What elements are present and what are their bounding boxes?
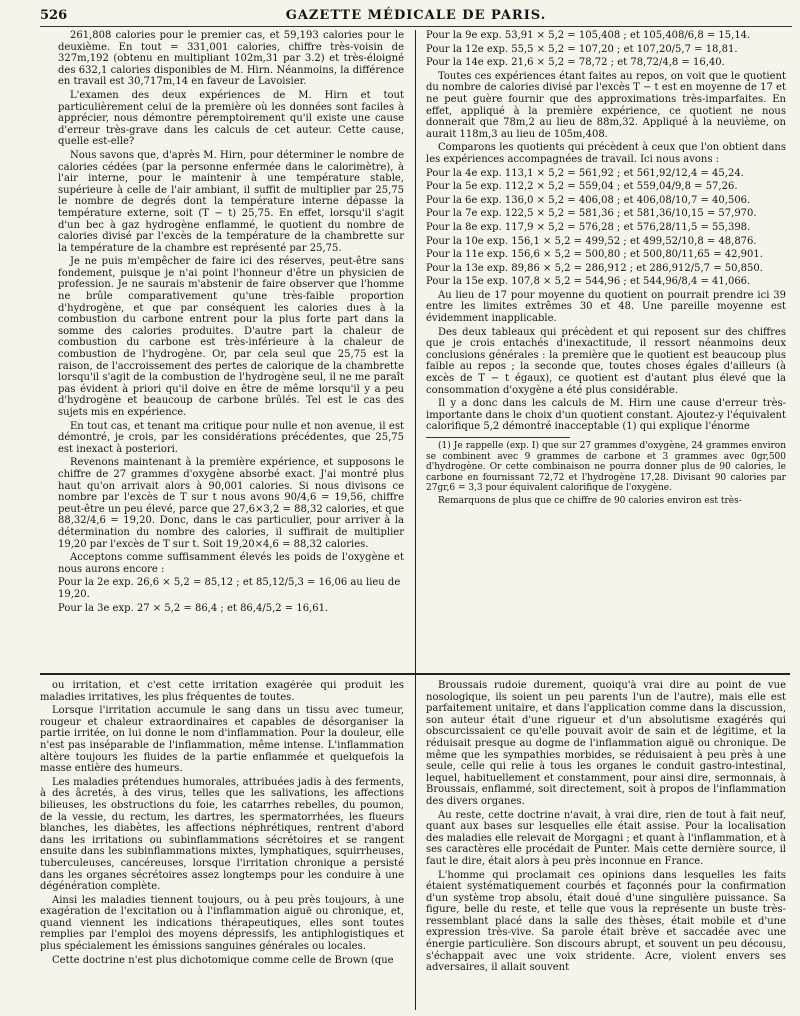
page-number: 526 [40, 8, 68, 23]
paragraph: ou irritation, et c'est cette irritation exagérée qui produit les maladies irritatives, les plus fréquentes de toutes. [40, 680, 404, 703]
paragraph: Nous savons que, d'après M. Hirn, pour déterminer le nombre de calories cédées (par la personne enfermée dans le calorimètre), à l'air interne, pour le maintenir à une température stable, supérieure à celle de l'air ambiant, il suffit de multiplier par 25,75 le nombre de degrés dont la température interne dépasse la température externe, soit (T − t) 25,75. En effet, lorsqu'il s'agit d'un bec à gaz hydrogène enflammé, le quotient du nombre de calories divisé par l'excès de la température de la chambrette sur la température de la chambre est représenté par 25,75. [58, 149, 404, 254]
equation-line: Pour la 7e exp. 122,5 × 5,2 = 581,36 ; et 581,36/10,15 = 57,970. [426, 208, 757, 220]
paragraph: Je ne puis m'empêcher de faire ici des réserves, peut-être sans fondement, puisque je n'ai point l'honneur d'être un physicien de profession. Je ne saurais m'abstenir de faire observer que l'homme ne brûle comparativement qu'une très-faible proportion d'hydrogène, et que par conséquent les calories dues à la combustion du carbone entrent pour la plus forte part dans la somme des calories produites. D'autre part la chaleur de combustion du carbone est très-inférieure à la chaleur de combustion de l'hydrogène. Or, par cela seul que 25,75 est la raison, de l'accroissement des pertes de calorique de la chambrette lorsqu'il s'agit de la combustion de l'hydrogène seul, il ne me paraît pas évident à priori qu'il doive en être de même lorsqu'il y a peu d'hydrogène et beaucoup de carbone brûlés. Tel est le cas des sujets mis en expérience. [58, 256, 404, 418]
equation-line: Pour la 3e exp. 27 × 5,2 = 86,4 ; et 86,4/5,2 = 16,61. [58, 602, 329, 614]
equation-line: Pour la 10e exp. 156,1 × 5,2 = 499,52 ; et 499,52/10,8 = 48,876. [426, 235, 757, 247]
column-top-right [426, 30, 786, 670]
paragraph: Ainsi les maladies tiennent toujours, ou à peu près toujours, à une exagération de l'excitation ou à l'inflammation aiguë ou chronique, et, quand viennent les indications thérapeutiques, elles sont toutes remplies par l'emploi des moyens dépressifs, les antiphlogistiques et plus spécialement les émissions sanguines générales ou locales. [40, 894, 404, 953]
footnote-text: (1) Je rappelle (exp. I) que sur 27 grammes d'oxygène, 24 grammes environ se combinent avec 9 grammes de carbone et 3 grammes avec 0gr,500 d'hydrogène. Or cette combinaison ne pourra donner plus de 90 calories, le carbone en fournissant 72,72 et l'hydrogène 17,28. Divisant 90 calories par 27gr,6 = 3,3 pour équivalent calorifique de l'oxygène. [426, 441, 786, 494]
column-top-left [58, 30, 404, 670]
paragraph: L'homme qui proclamait ces opinions dans lesquelles les faits étaient systématiquement courbés et façonnés pour la confirmation d'un système trop absolu, était doué d'une singulière puissance. Sa figure, belle du reste, et telle que vous la représente un buste très-ressemblant placé dans la salle des thèses, était mobile et d'une expression très-vive. Sa parole était brève et saccadée avec une énergie particulière. Son discours abrupt, et souvent un peu décousu, s'échappait avec une voix stridente. Acre, violent envers ses adversaires, il allait souvent [426, 869, 786, 974]
footnote [426, 437, 786, 507]
paragraph: Il y a donc dans les calculs de M. Hirn une cause d'erreur très-importante dans le choix d'un quotient constant. Ajoutez-y l'équivalent calorifique 5,2 démontré inacceptable (1) qui explique l'énorme [426, 398, 786, 433]
paragraph: Cette doctrine n'est plus dichotomique comme celle de Brown (que [52, 954, 394, 966]
paragraph: Revenons maintenant à la première expérience, et supposons le chiffre de 27 grammes d'oxygène absorbé exact. J'ai montré plus haut qu'on arrivait alors à 90,001 calories. Si nous divisons ce nombre par l'excès de T sur t nous avons 90/4,6 = 19,56, chiffre peut-être un peu élevé, parce que 27,6×3,2 = 88,32 calories, et que 88,32/4,6 = 19,20. Donc, dans le cas particulier, pour arriver à la détermination du nombre des calories, il suffirait de multiplier 19,20 par l'excès de T sur t. Soit 19,20×4,6 = 88,32 calories. [58, 457, 404, 550]
equation-line: Pour la 11e exp. 156,6 × 5,2 = 500,80 ; et 500,80/11,65 = 42,901. [426, 249, 763, 261]
paragraph: Comparons les quotients qui précèdent à ceux que l'on obtient dans les expériences accompagnées de travail. Ici nous avons : [426, 142, 786, 165]
equation-line: Pour la 14e exp. 21,6 × 5,2 = 78,72 ; et 78,72/4,8 = 16,40. [426, 57, 725, 69]
equation-line: Pour la 12e exp. 55,5 × 5,2 = 107,20 ; et 107,20/5,7 = 18,81. [426, 43, 738, 55]
equation-line: Pour la 5e exp. 112,2 × 5,2 = 559,04 ; et 559,04/9,8 = 57,26. [426, 181, 738, 193]
paragraph: Les maladies prétendues humorales, attribuées jadis à des ferments, à des âcretés, à des virus, telles que les salivations, les affections bilieuses, les obstructions du foie, les catarrhes rebelles, du poumon, de la vessie, du rectum, les dartres, les spermatorrhées, les flueurs blanches, les diabètes, les affections néphrétiques, rentrent d'abord dans les irritations ou subinflammations sécrétoires et se rangent ensuite dans les subinflammations mixtes, lymphatiques, squirrheuses, tuberculeuses, cancéreuses, lorsque l'irritation chronique a persisté dans les organes sécrétoires assez longtemps pour les conduire à une dégénération complète. [40, 776, 404, 893]
paragraph: Au lieu de 17 pour moyenne du quotient on pourrait prendre ici 39 entre les limites extrêmes 30 et 48. Une pareille moyenne est évidemment inapplicable. [426, 289, 786, 325]
paragraph: Broussais rudoie durement, quoiqu'à vrai dire au point de vue nosologique, ils soient un peu parents l'un de l'autre), mais elle est parfaitement unitaire, et dans l'application comme dans la discussion, son auteur était d'une rigueur et d'un absolutisme exagérés qui obscurcissaient ce qu'elle pouvait avoir de sain et de légitime, et la réduisait presque au dogme de l'inflammation aiguë ou chronique. De même que les sympathies morbides, se réduisaient à peu près à une seule, celle qui relie à tous les organes le conduit gastro-intestinal, lequel, habituellement et constamment, pour ainsi dire, sermonnais, à Broussais, enflammé, soit directement, soit à propos de l'inflammation des divers organes. [426, 680, 786, 807]
section-divider [40, 673, 790, 675]
column-bottom-right [426, 680, 786, 1010]
equation-line: Pour la 4e exp. 113,1 × 5,2 = 561,92 ; et 561,92/12,4 = 45,24. [426, 167, 744, 179]
journal-title: GAZETTE MÉDICALE DE PARIS. [285, 8, 547, 23]
paragraph: En tout cas, et tenant ma critique pour nulle et non avenue, il est démontré, je crois, par les considérations précédentes, que 25,75 est inexact à posteriori. [58, 420, 404, 455]
equation-line: Pour la 15e exp. 107,8 × 5,2 = 544,96 ; et 544,96/8,4 = 41,066. [426, 276, 751, 288]
equation-line: Pour la 6e exp. 136,0 × 5,2 = 406,08 ; et 406,08/10,7 = 40,506. [426, 194, 751, 206]
equation-line: Pour la 2e exp. 26,6 × 5,2 = 85,12 ; et 85,12/5,3 = 16,06 au lieu de 19,20. [58, 577, 401, 600]
equation-line: Pour la 8e exp. 117,9 × 5,2 = 576,28 ; et 576,28/11,5 = 55,398. [426, 221, 751, 233]
column-divider [415, 30, 416, 1010]
footnote-rule [426, 437, 570, 438]
equation-line: Pour la 9e exp. 53,91 × 5,2 = 105,408 ; et 105,408/6,8 = 15,14. [426, 30, 751, 41]
paragraph: Lorsque l'irritation accumule le sang dans un tissu avec tumeur, rougeur et chaleur extraordinaires et capables de désorganiser la partie irritée, on lui donne le nom d'inflammation. Pour la douleur, elle n'est pas inséparable de l'inflammation, même intense. L'inflammation altère toujours les fluides de la partie enflammée et quelquefois la masse entière des humeurs. [40, 705, 404, 775]
paragraph: L'examen des deux expériences de M. Hirn et tout particulièrement celui de la première où les données sont faciles à apprécier, nous démontre péremptoirement qu'il existe une cause d'erreur très-grave dans les calculs de cet auteur. Cette cause, quelle est-elle? [58, 89, 404, 148]
equation-line: Pour la 13e exp. 89,86 × 5,2 = 286,912 ; et 286,912/5,7 = 50,850. [426, 262, 763, 274]
paragraph: 261,808 calories pour le premier cas, et 59,193 calories pour le deuxième. En tout = 331,001 calories, chiffre très-voisin de 327m,192 (obtenu en multipliant 102m,31 par 3.2) et très-éloigné des 632,1 calories disponibles de M. Hirn. Néanmoins, la différence en travail est 30,717m,14 en faveur de Lavoisier. [58, 30, 404, 88]
column-bottom-left [40, 680, 404, 1010]
paragraph: Au reste, cette doctrine n'avait, à vrai dire, rien de tout à fait neuf, quant aux bases sur lesquelles elle était assise. Pour la localisation des maladies elle relevait de Morgagni ; et quant à l'inflammation, et à ses caractères elle procédait de Punter. Mais cette dernière source, il faut le dire, était alors à peu près inconnue en France. [426, 809, 786, 867]
paragraph: Toutes ces expériences étant faites au repos, on voit que le quotient du nombre de calories divisé par l'excès T − t est en moyenne de 17 et ne peut guère fournir que des approximations très-imparfaites. En effet, appliqué à la première expérience, ce quotient ne nous donnerait que 78m,2 au lieu de 88m,32. Appliqué à la neuvième, on aurait 118m,3 au lieu de 105m,408. [426, 70, 786, 140]
footnote-text: Remarquons de plus que ce chiffre de 90 calories environ est très- [438, 495, 742, 506]
paragraph: Acceptons comme suffisamment élevés les poids de l'oxygène et nous aurons encore : [58, 552, 404, 575]
page-header [40, 6, 792, 27]
paragraph: Des deux tableaux qui précèdent et qui reposent sur des chiffres que je crois entachés d'inexactitude, il ressort néanmoins deux conclusions générales : la première que le quotient est beaucoup plus faible au repos ; la seconde que, toutes choses égales d'ailleurs (à excès de T − t égaux), ce quotient est d'autant plus élevé que la consommation d'oxygène a été plus considérable. [426, 326, 786, 396]
